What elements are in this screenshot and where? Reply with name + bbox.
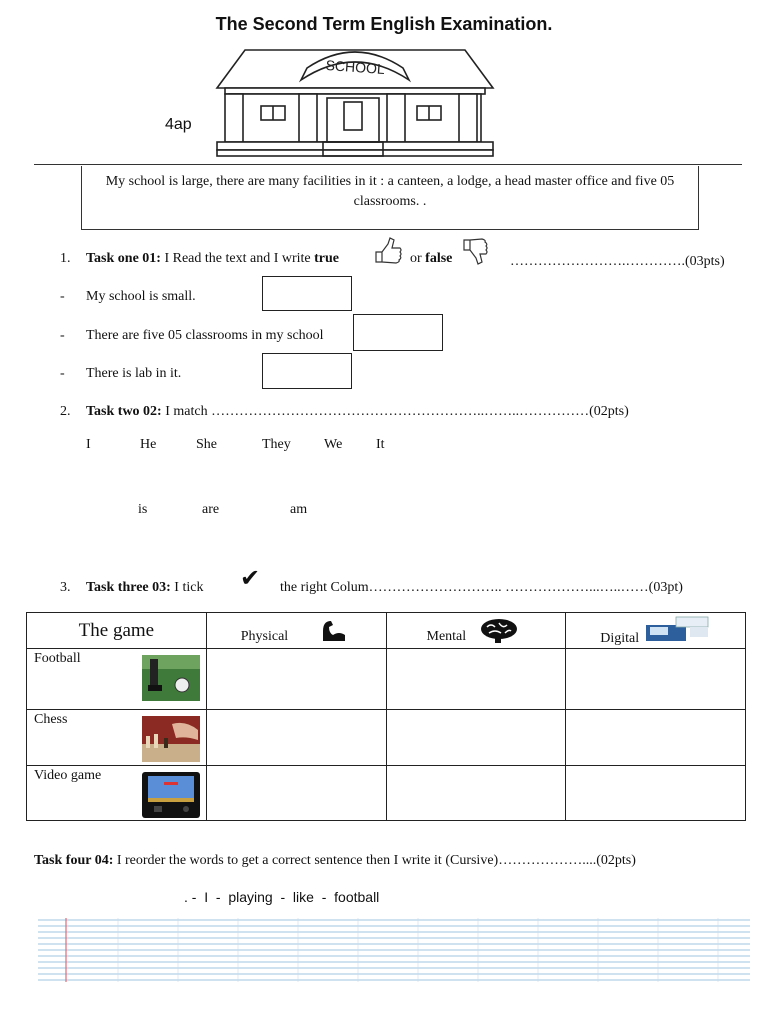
football-cell xyxy=(27,649,207,710)
school-building-illustration xyxy=(215,40,495,162)
football-digital-cell[interactable] xyxy=(566,649,746,710)
game-table-header-row xyxy=(27,613,746,649)
header-physical-label: Physical xyxy=(240,629,289,644)
game-row-video-game xyxy=(27,766,746,821)
task1-true-word: true xyxy=(314,251,340,266)
game-table xyxy=(26,612,746,821)
page-title: The Second Term English Examination. xyxy=(215,14,553,34)
task1-or-false xyxy=(410,251,452,267)
pronoun-we: We xyxy=(324,437,343,452)
football-physical-cell[interactable] xyxy=(206,649,386,710)
task1-item-2-text: There are five 05 classrooms in my school xyxy=(86,328,324,343)
header-physical xyxy=(206,613,386,649)
task1-false-word: false xyxy=(425,251,453,266)
task3-instruction: I tick xyxy=(174,580,204,595)
chess-mental-cell[interactable] xyxy=(386,710,566,766)
video-game-image xyxy=(142,772,200,818)
video-game-mental-cell[interactable] xyxy=(386,766,566,821)
pronoun-he: He xyxy=(140,437,157,452)
task1-item-1-text: My school is small. xyxy=(86,289,196,304)
verb-am: am xyxy=(290,502,308,517)
game-row-chess xyxy=(27,710,746,766)
task2-heading xyxy=(86,404,629,420)
reading-text: My school is large, there are many facilities in it : a canteen, a lodge, a head master office and five 05 classrooms. . xyxy=(105,174,675,209)
task4-words: . - I - playing - like - football xyxy=(184,889,380,905)
football-mental-cell[interactable] xyxy=(386,649,566,710)
level-label: 4ap xyxy=(165,116,192,133)
task3-number: 3. xyxy=(60,580,71,595)
task1-answer-box-3[interactable] xyxy=(262,353,352,389)
video-game-digital-cell[interactable] xyxy=(566,766,746,821)
game-row-football xyxy=(27,649,746,710)
pronoun-i: I xyxy=(86,437,91,452)
task3-heading xyxy=(86,580,203,596)
header-digital-label: Digital xyxy=(600,631,640,646)
task4-label: Task four 04: xyxy=(34,853,114,868)
flexed-arm-icon xyxy=(319,617,347,643)
pronoun-they: They xyxy=(262,437,291,452)
header-divider xyxy=(34,164,742,165)
chess-physical-cell[interactable] xyxy=(206,710,386,766)
school-sign-text: SCHOOL xyxy=(325,56,386,78)
reading-text-box xyxy=(81,166,699,230)
verb-are: are xyxy=(202,502,220,517)
task1-label: Task one 01: xyxy=(86,251,161,266)
task1-item-3-bullet: - xyxy=(60,366,65,381)
header-the-game: The game xyxy=(27,613,207,649)
football-label: Football xyxy=(34,651,81,666)
verb-is: is xyxy=(138,502,148,517)
chess-label: Chess xyxy=(34,712,68,727)
task1-instruction: I Read the text and I write xyxy=(164,251,311,266)
tick-mark-icon: ✔ xyxy=(240,566,261,592)
task1-or-word: or xyxy=(410,251,422,266)
video-game-cell xyxy=(27,766,207,821)
cursive-writing-lines[interactable] xyxy=(38,918,750,982)
task1-item-1-bullet: - xyxy=(60,289,65,304)
task4-instruction: I reorder the words to get a correct sentence then I write it (Cursive)………………....(02pts) xyxy=(116,853,636,868)
task1-points: …………………….………….(03pts) xyxy=(510,254,725,269)
header-mental xyxy=(386,613,566,649)
video-game-label: Video game xyxy=(34,768,102,783)
video-game-physical-cell[interactable] xyxy=(206,766,386,821)
task1-heading xyxy=(86,251,339,267)
task3-instruction-b: the right Colum……………………….. ………………...…..……(03pt) xyxy=(280,580,683,595)
task4-heading xyxy=(34,853,636,869)
task1-answer-box-2[interactable] xyxy=(353,314,443,351)
thumbs-up-icon xyxy=(372,236,404,266)
task2-instruction: I match …………………………………………………..……..……………(02pts) xyxy=(165,404,629,419)
task1-answer-box-1[interactable] xyxy=(262,276,352,311)
task1-item-2-bullet: - xyxy=(60,328,65,343)
header-digital xyxy=(566,613,746,649)
task2-label: Task two 02: xyxy=(86,404,162,419)
chess-cell xyxy=(27,710,207,766)
thumbs-down-icon xyxy=(460,236,488,266)
task3-label: Task three 03: xyxy=(86,580,171,595)
chess-digital-cell[interactable] xyxy=(566,710,746,766)
chess-image xyxy=(142,716,200,762)
pronoun-it: It xyxy=(376,437,385,452)
brain-icon xyxy=(479,617,519,643)
header-mental-label: Mental xyxy=(426,629,467,644)
task1-number: 1. xyxy=(60,251,71,266)
football-image xyxy=(142,655,200,701)
task1-item-3-text: There is lab in it. xyxy=(86,366,182,381)
task2-number: 2. xyxy=(60,404,71,419)
pronoun-she: She xyxy=(196,437,217,452)
digital-devices-icon xyxy=(646,615,712,641)
